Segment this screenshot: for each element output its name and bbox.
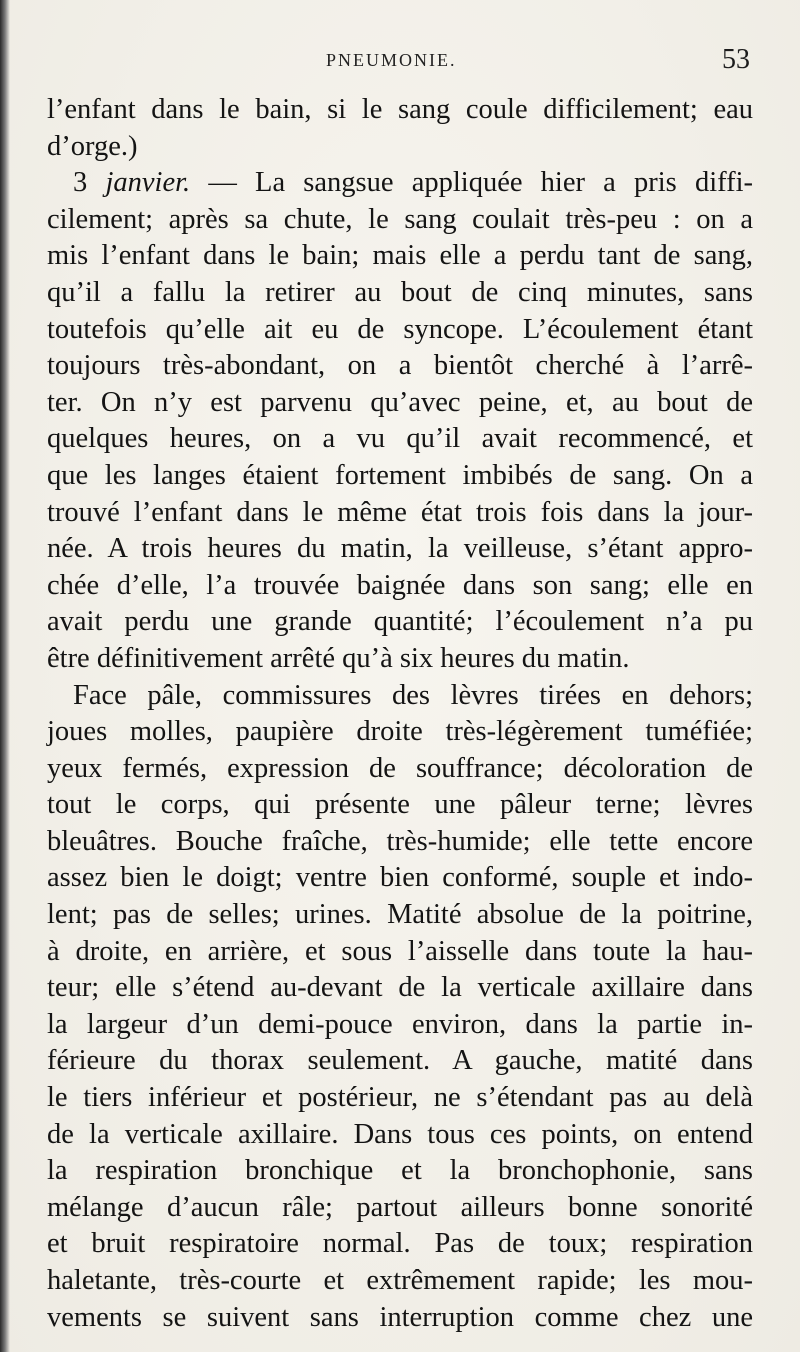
text-line [47,604,753,641]
text-line [47,458,753,495]
body-text [47,92,753,1336]
line-text: vements se suivent sans interruption comme chez une [47,1301,753,1333]
text-line [47,714,753,751]
text-line [47,238,753,275]
line-text: tout le corps, qui présente une pâleur terne; lèvres [47,789,753,821]
text-line [47,385,753,422]
line-text: toujours très-abondant, on a bientôt cherché à l’arrê- [47,350,753,382]
text-line [47,787,753,824]
line-text: trouvé l’enfant dans le même état trois fois dans la jour- [47,496,753,528]
line-text: mélange d’aucun râle; partout ailleurs bonne sonorité [47,1191,753,1223]
line-text: et bruit respiratoire normal. Pas de toux; respiration [47,1228,753,1260]
line-text: toutefois qu’elle ait eu de syncope. L’écoulement étant [47,313,753,345]
entry-date-day: 3 [73,167,106,199]
line-text: née. A trois heures du matin, la veilleuse, s’étant appro- [47,533,753,565]
text-line [47,1043,753,1080]
line-text: le tiers inférieur et postérieur, ne s’étendant pas au delà [47,1082,753,1114]
text-line [47,495,753,532]
text-line [47,92,753,129]
line-text: avait perdu une grande quantité; l’écoulement n’a pu [47,606,753,638]
line-text: cilement; après sa chute, le sang coulait très-peu : on a [47,203,753,235]
line-text: yeux fermés, expression de souffrance; décoloration de [47,752,753,784]
text-line [47,1080,753,1117]
line-text: assez bien le doigt; ventre bien conformé, souple et indo- [47,862,753,894]
line-text: d’orge.) [47,130,138,162]
page-number: 53 [722,44,750,75]
line-text: la respiration bronchique et la bronchophonie, sans [47,1155,753,1187]
text-line [47,1263,753,1300]
text-line [47,860,753,897]
line-text: lent; pas de selles; urines. Matité absolue de la poitrine, [47,899,753,931]
text-line [47,531,753,568]
text-line [47,1226,753,1263]
line-text: à droite, en arrière, et sous l’aisselle dans toute la hau- [47,935,753,967]
running-title: PNEUMONIE. [326,50,457,70]
line-text: Face pâle, commissures des lèvres tirées en dehors; [73,679,753,711]
line-text: haletante, très-courte et extrêmement rapide; les mou- [47,1265,753,1296]
entry-date-month: janvier. [105,167,191,199]
line-text: l’enfant dans le bain, si le sang coule difficilement; eau [47,94,753,125]
text-line [47,275,753,312]
text-line [47,1007,753,1044]
line-text: être définitivement arrêté qu’à six heures du matin. [47,642,630,674]
text-line [47,202,753,239]
line-text: la largeur d’un demi-pouce environ, dans la partie in- [47,1008,753,1040]
text-line [47,824,753,861]
text-line [47,421,753,458]
line-text: de la verticale axillaire. Dans tous ces points, on entend [47,1118,753,1150]
line-text: quelques heures, on a vu qu’il avait recommencé, et [47,423,753,455]
page-binding-shadow [0,0,10,1352]
line-text: bleuâtres. Bouche fraîche, très-humide; elle tette encore [47,825,753,857]
text-line [47,1117,753,1154]
text-line [47,1153,753,1190]
line-text: joues molles, paupière droite très-légèrement tuméfiée; [47,716,753,748]
text-line [47,568,753,605]
line-text: que les langes étaient fortement imbibés de sang. On a [47,459,753,491]
text-line [47,678,753,715]
text-line [47,312,753,349]
text-line [47,970,753,1007]
text-line [47,1300,753,1337]
line-text: qu’il a fallu la retirer au bout de cinq minutes, sans [47,276,753,308]
text-line [47,897,753,934]
line-text: mis l’enfant dans le bain; mais elle a perdu tant de sang, [47,240,753,272]
line-text: — La sangsue appliquée hier a pris diffi- [190,167,754,199]
text-line [47,1190,753,1227]
text-line [47,641,753,678]
text-line [47,129,753,166]
text-line [47,751,753,788]
text-line [47,934,753,971]
line-text: férieure du thorax seulement. A gauche, matité dans [47,1045,753,1077]
line-text: chée d’elle, l’a trouvée baignée dans son sang; elle en [47,569,753,601]
line-text: ter. On n’y est parvenu qu’avec peine, et, au bout de [47,386,753,418]
text-line [47,348,753,385]
line-text: teur; elle s’étend au-devant de la verticale axillaire dans [47,972,753,1004]
text-line [47,165,753,202]
